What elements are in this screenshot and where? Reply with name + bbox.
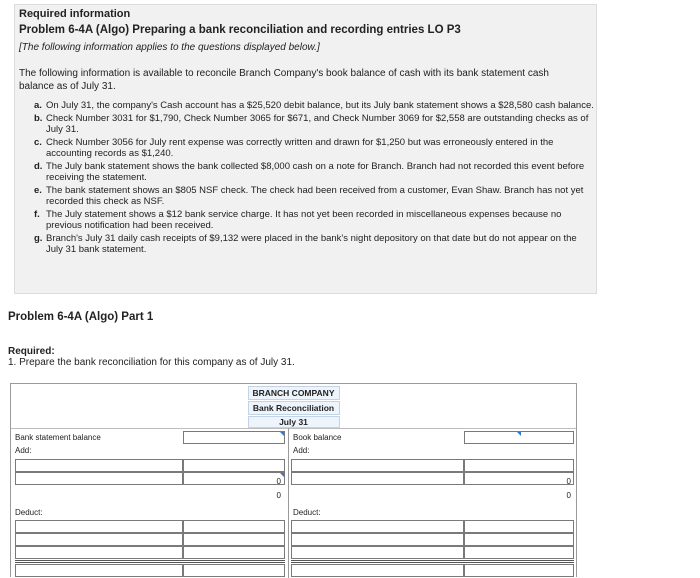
input-marker-icon <box>280 473 284 477</box>
bank-balance-input[interactable] <box>183 431 285 444</box>
divider <box>11 428 576 429</box>
book-add-label: Add: <box>293 446 310 455</box>
bank-adjusted-label-input[interactable] <box>15 564 183 577</box>
book-add-description-input[interactable] <box>291 459 464 472</box>
book-deduct-label: Deduct: <box>293 508 321 517</box>
bank-balance-label: Bank statement balance <box>15 433 101 442</box>
required-text: 1. Prepare the bank reconciliation for this company as of July 31. <box>8 357 295 368</box>
report-title: Bank Reconciliation <box>252 403 335 413</box>
bank-deduct-amount-input[interactable] <box>183 533 285 546</box>
book-deduct-description-input[interactable] <box>291 546 464 559</box>
bank-reconciliation-table <box>10 383 577 577</box>
book-subtotal: 0 <box>566 491 571 500</box>
company-name: BRANCH COMPANY <box>252 388 335 398</box>
bank-add-description-input[interactable] <box>15 472 183 485</box>
bank-add-amount-input[interactable] <box>183 459 285 472</box>
book-add-total: 0 <box>566 477 571 486</box>
book-deduct-amount-input[interactable] <box>464 520 574 533</box>
applies-note: [The following information applies to the questions displayed below.] <box>19 42 320 53</box>
part-title: Problem 6-4A (Algo) Part 1 <box>8 311 154 323</box>
list-item: e. The bank statement shows an $805 NSF check. The check had been received from a customer, Evan Shaw. Branch has not yet recorded this check as NSF. <box>34 184 584 207</box>
book-add-description-input[interactable] <box>291 472 464 485</box>
list-item: g. Branch's July 31 daily cash receipts of $9,132 were placed in the bank's night depository on that date but do not appear on the July 31 bank statement. <box>34 232 577 255</box>
book-deduct-amount-input[interactable] <box>464 546 574 559</box>
book-deduct-amount-input[interactable] <box>464 533 574 546</box>
list-item: d. The July bank statement shows the bank collected $8,000 cash on a note for Branch. Branch had not recorded this event before receiving the statement. <box>34 160 585 183</box>
bank-deduct-amount-input[interactable] <box>183 520 285 533</box>
double-underline <box>464 560 574 563</box>
bank-deduct-description-input[interactable] <box>15 546 183 559</box>
intro-text: The following information is available to reconcile Branch Company's book balance of cash with its bank statement cash balance as of July 31. <box>19 68 549 92</box>
input-marker-icon <box>280 432 284 436</box>
book-deduct-description-input[interactable] <box>291 533 464 546</box>
report-date: July 31 <box>279 417 308 427</box>
required-information-heading: Required information <box>19 8 131 20</box>
list-item: a. On July 31, the company's Cash account has a $25,520 debit balance, but its July bank statement shows a $28,580 cash balance. <box>34 100 594 111</box>
double-underline <box>291 560 464 563</box>
book-adjusted-label-input[interactable] <box>291 564 464 577</box>
bank-deduct-description-input[interactable] <box>15 533 183 546</box>
list-item: b. Check Number 3031 for $1,790, Check Number 3065 for $671, and Check Number 3069 for $2,558 are outstanding checks as of July 31. <box>34 112 589 135</box>
double-underline <box>15 560 183 563</box>
problem-title: Problem 6-4A (Algo) Preparing a bank reconciliation and recording entries LO P3 <box>19 24 461 36</box>
double-underline <box>183 560 285 563</box>
column-divider <box>288 428 289 578</box>
required-label: Required: <box>8 346 55 357</box>
information-items <box>34 100 594 257</box>
bank-add-label: Add: <box>15 446 32 455</box>
bank-adjusted-balance-input[interactable] <box>183 564 285 577</box>
bank-deduct-description-input[interactable] <box>15 520 183 533</box>
bank-subtotal: 0 <box>276 491 281 500</box>
list-item: f. The July statement shows a $12 bank service charge. It has not yet been recorded in miscellaneous expenses because no previous notification had been received. <box>34 208 562 231</box>
list-item: c. Check Number 3056 for July rent expense was correctly written and drawn for $1,250 but was erroneously entered in the accounting records as $1,240. <box>34 136 554 159</box>
book-balance-label: Book balance <box>293 433 342 442</box>
bank-add-description-input[interactable] <box>15 459 183 472</box>
book-add-amount-input[interactable] <box>464 459 574 472</box>
bank-add-total: 0 <box>276 477 281 486</box>
book-adjusted-balance-input[interactable] <box>464 564 574 577</box>
input-marker-icon <box>517 432 521 436</box>
bank-deduct-label: Deduct: <box>15 508 43 517</box>
bank-deduct-amount-input[interactable] <box>183 546 285 559</box>
book-deduct-description-input[interactable] <box>291 520 464 533</box>
